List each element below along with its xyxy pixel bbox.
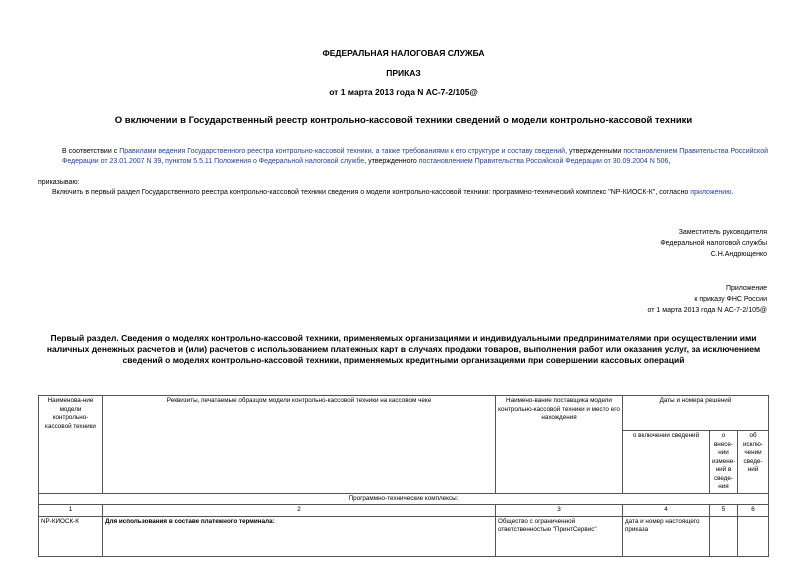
link-appendix[interactable]: приложению [690,189,732,196]
col-number: 4 [623,505,710,517]
registry-table [38,395,769,557]
group-row: Программно-технические комплексы: [39,493,769,505]
col-number: 2 [103,505,496,517]
cell-model: NP-КИОСК-К [39,516,103,556]
preamble-paragraph: В соответствии с Правилами ведения Государственного реестра контрольно-кассовой техники, а также требованиями к его структуре и составу сведений, утвержденными постановлением Правительства Российской Федерации от 23.01.2007 N 39, пунктом 5.5.11 Положения о Федеральной налоговой службе, утвержденного постановлением Правительства Российской Федерации от 30.09.2004 N 506, [62,148,768,165]
col-requisites-header: Реквизиты, печатаемые образцом модели контрольно-кассовой техники на кассовом чеке [103,396,496,494]
col-dates-header: Даты и номера решений [623,396,769,431]
signature-block: Заместитель руководителя Федеральной налоговой службы С.Н.Андрющенко [660,229,767,258]
subcol-exclude: об исклю-чении сведе-ний [738,431,769,494]
col-number: 6 [738,505,769,517]
subcol-include: о включении сведений [623,431,710,494]
col-model-header: Наименова-ние модели контрольно-кассовой техники [39,396,103,494]
cell-supplier: Общество с ограниченной ответственностью "ПринтСервис" [496,516,623,556]
doc-subject: О включении в Государственный реестр контрольно-кассовой техники сведений о модели контрольно-кассовой техники [114,115,693,126]
col-number: 5 [710,505,738,517]
section-title: Первый раздел. Сведения о моделях контрольно-кассовой техники, применяемых организациями и индивидуальными предпринимателями при осуществлении ими наличных денежных расчетов и (или) расчетов с использованием платежных карт в случаях продажи товаров, выполнения работ или оказания услуг, за исключением сведений о моделях контрольно-кассовой техники, применяемых кредитными организациями при совершении кассовых операций [46,333,761,365]
col-number: 3 [496,505,623,517]
link-decree-39[interactable]: постановлением Правительства Российской Федерации от 23.01.2007 N 39 [62,148,768,165]
order-word: приказываю: [38,179,80,186]
doc-date: от 1 марта 2013 года N АС-7-2/105@ [329,87,478,97]
col-supplier-header: Наимено-вание поставщика модели контрольно-кассовой техники и место его нахождения [496,396,623,494]
link-regulation-clause[interactable]: пунктом 5.5.11 Положения о Федеральной налоговой службе [165,158,365,165]
table-row [39,516,769,556]
link-decree-506[interactable]: постановлением Правительства Российской Федерации от 30.09.2004 N 506 [418,158,669,165]
col-number: 1 [39,505,103,517]
order-text: Включить в первый раздел Государственного реестра контрольно-кассовой техники сведения о модели контрольно-кассовой техники: программно-технический комплекс "NP-КИОСК-К", согласно приложению. [52,189,734,196]
doc-type: ПРИКАЗ [386,68,421,78]
cell-change [710,516,738,556]
subcol-change: о внесе-нии измене-ний в сведе-ния [710,431,738,494]
agency-title: ФЕДЕРАЛЬНАЯ НАЛОГОВАЯ СЛУЖБА [322,48,485,58]
cell-exclude [738,516,769,556]
appendix-block: Приложение к приказу ФНС России от 1 марта 2013 года N АС-7-2/105@ [647,285,767,314]
cell-requisites: Для использования в составе платежного терминала: [103,516,496,556]
link-rules[interactable]: Правилами ведения Государственного реестра контрольно-кассовой техники, а также требованиями к его структуре и составу сведений [119,148,566,155]
cell-decision-date: дата и номер настоящего приказа [623,516,710,556]
